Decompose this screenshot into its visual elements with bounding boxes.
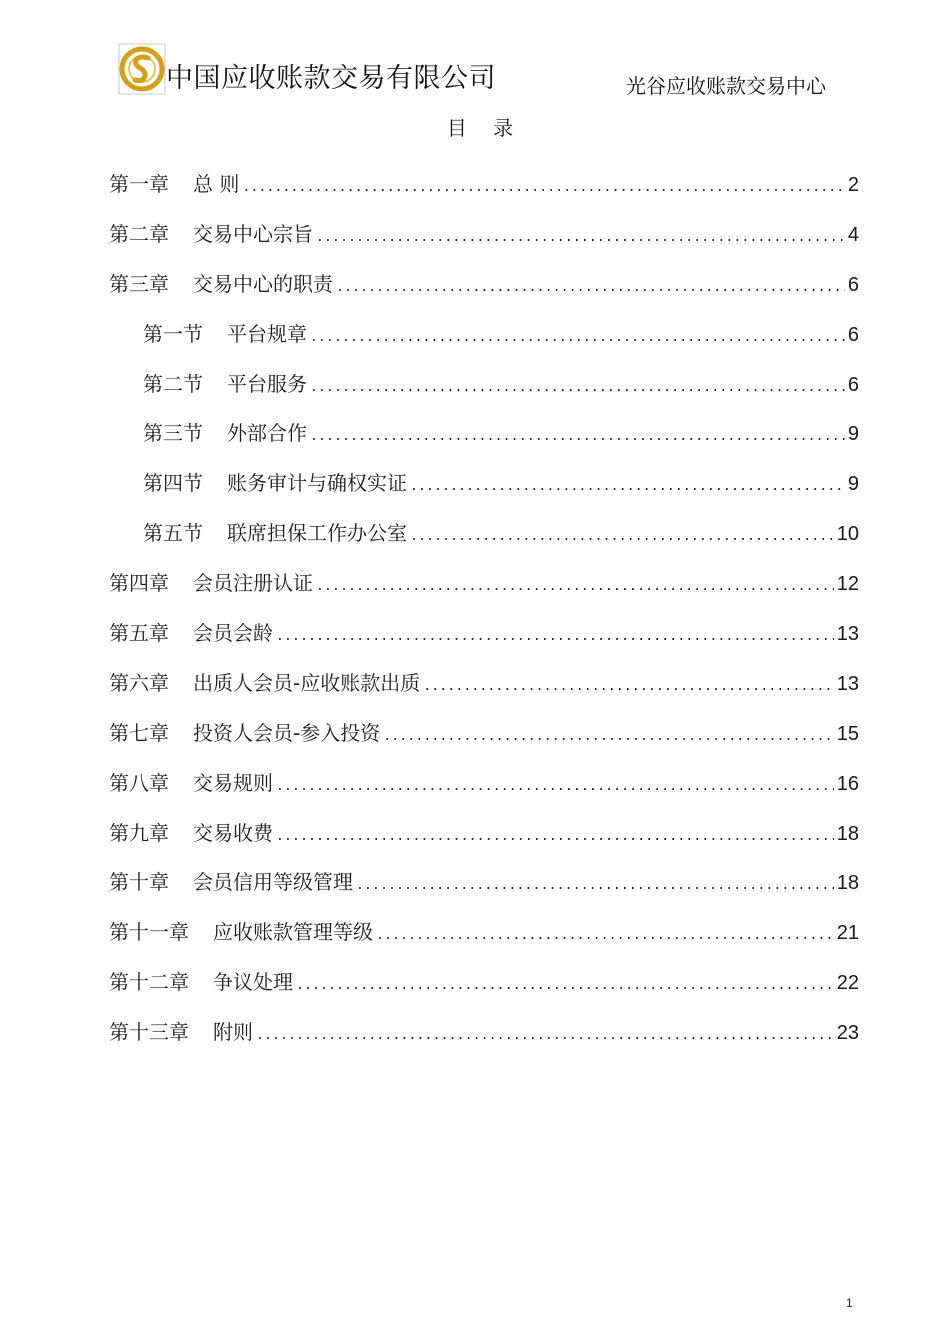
toc-entry-label: 出质人会员-应收账款出质 [193, 670, 421, 695]
toc-entry-number: 第十二章 [109, 970, 189, 995]
company-name: 中国应收账款交易有限公司 [166, 63, 496, 94]
toc-entry[interactable] [109, 417, 859, 467]
toc-entry-page: 9 [847, 423, 859, 446]
toc-dot-leader [376, 928, 834, 943]
toc-entry[interactable] [109, 667, 859, 717]
toc-entry-number: 第九章 [109, 820, 169, 845]
toc-entry-page: 4 [847, 223, 859, 246]
toc-dot-leader [310, 429, 845, 444]
toc-entry-label: 投资人会员-参入投资 [193, 720, 381, 745]
toc-entry-number: 第二章 [109, 221, 169, 246]
toc-entry-page: 9 [847, 473, 859, 496]
toc-entry-number: 第二节 [143, 371, 203, 396]
toc-dot-leader [316, 579, 834, 594]
toc-entry-number: 第八章 [109, 770, 169, 795]
toc-dot-leader [423, 679, 834, 694]
toc-entry-page: 16 [836, 772, 859, 795]
toc-dot-leader [310, 380, 845, 395]
toc-entry-label: 联席担保工作办公室 [227, 521, 407, 546]
toc-entry[interactable] [109, 268, 859, 318]
toc-entry[interactable] [109, 866, 859, 916]
toc-entry-number: 第十一章 [109, 920, 189, 945]
toc-dot-leader [356, 878, 834, 893]
toc-entry-label: 外部合作 [227, 421, 307, 446]
center-name: 光谷应收账款交易中心 [626, 74, 826, 98]
toc-dot-leader [296, 978, 834, 993]
toc-entry-label: 附则 [213, 1020, 253, 1045]
toc-entry-label: 总 则 [193, 172, 240, 196]
toc-entry-number: 第四章 [109, 571, 169, 596]
toc-entry[interactable] [109, 368, 859, 418]
toc-dot-leader [310, 330, 845, 345]
toc-entry-number: 第三节 [143, 421, 203, 446]
toc-entry-label: 平台服务 [227, 371, 307, 396]
toc-entry-page: 18 [836, 822, 859, 845]
toc-dot-leader [336, 280, 845, 295]
company-logo-icon [118, 43, 166, 95]
toc-entry-label: 争议处理 [213, 970, 293, 995]
toc-entry-label: 会员信用等级管理 [193, 870, 353, 895]
toc-entry-label: 应收账款管理等级 [213, 920, 373, 945]
toc-entry[interactable] [109, 767, 859, 817]
toc-dot-leader [276, 629, 834, 644]
toc-entry-page: 23 [836, 1022, 859, 1045]
toc-entry[interactable] [109, 1016, 859, 1066]
toc-entry[interactable] [109, 168, 859, 218]
toc-dot-leader [256, 1028, 834, 1043]
toc-entry-label: 交易规则 [193, 770, 273, 795]
toc-dot-leader [316, 230, 845, 245]
toc-dot-leader [410, 529, 834, 544]
toc-entry-number: 第四节 [143, 471, 203, 496]
toc-entry-number: 第五节 [143, 521, 203, 546]
toc-entry-number: 第三章 [109, 271, 169, 296]
toc-entry-page: 6 [847, 273, 859, 296]
toc-entry-page: 15 [836, 722, 859, 745]
page-number: 1 [846, 1296, 853, 1310]
toc-entry[interactable] [109, 517, 859, 567]
toc-dot-leader [276, 779, 834, 794]
toc-entry[interactable] [109, 467, 859, 517]
toc-dot-leader [276, 829, 834, 844]
toc-entry-number: 第五章 [109, 621, 169, 646]
toc-entry-label: 平台规章 [227, 321, 307, 346]
toc-title: 目 录 [446, 116, 524, 140]
toc-entry-number: 第七章 [109, 720, 169, 745]
toc-entry[interactable] [109, 916, 859, 966]
toc-dot-leader [410, 479, 845, 494]
toc-entry-label: 交易收费 [193, 820, 273, 845]
toc-entry-number: 第一章 [109, 172, 169, 196]
toc-entry[interactable] [109, 966, 859, 1016]
toc-entry[interactable] [109, 218, 859, 268]
toc-entry-number: 第一节 [143, 321, 203, 346]
toc-entry-number: 第六章 [109, 670, 169, 695]
toc-entry[interactable] [109, 817, 859, 867]
toc-entry-page: 13 [836, 672, 859, 695]
toc-entry-page: 6 [847, 323, 859, 346]
page-header [0, 0, 950, 110]
toc-entry[interactable] [109, 617, 859, 667]
toc-entry-number: 第十三章 [109, 1020, 189, 1045]
toc-entry-page: 12 [836, 573, 859, 596]
toc-entry-number: 第十章 [109, 870, 169, 895]
toc-entry-page: 13 [836, 623, 859, 646]
toc-entry-label: 会员会龄 [193, 621, 273, 646]
toc-entry-label: 账务审计与确权实证 [227, 471, 407, 496]
toc-entry-page: 18 [836, 872, 859, 895]
toc-entry-page: 6 [847, 373, 859, 396]
toc-dot-leader [242, 180, 845, 195]
toc-dot-leader [383, 729, 834, 744]
toc-entry-label: 会员注册认证 [193, 571, 313, 596]
toc-entry-page: 22 [836, 972, 859, 995]
toc-entry-page: 21 [836, 922, 859, 945]
toc-entry-label: 交易中心的职责 [193, 271, 333, 296]
toc-entry-page: 10 [836, 523, 859, 546]
table-of-contents [109, 168, 859, 1066]
toc-entry[interactable] [109, 717, 859, 767]
toc-entry[interactable] [109, 318, 859, 368]
toc-entry-page: 2 [847, 174, 859, 196]
toc-entry[interactable] [109, 567, 859, 617]
toc-entry-label: 交易中心宗旨 [193, 221, 313, 246]
